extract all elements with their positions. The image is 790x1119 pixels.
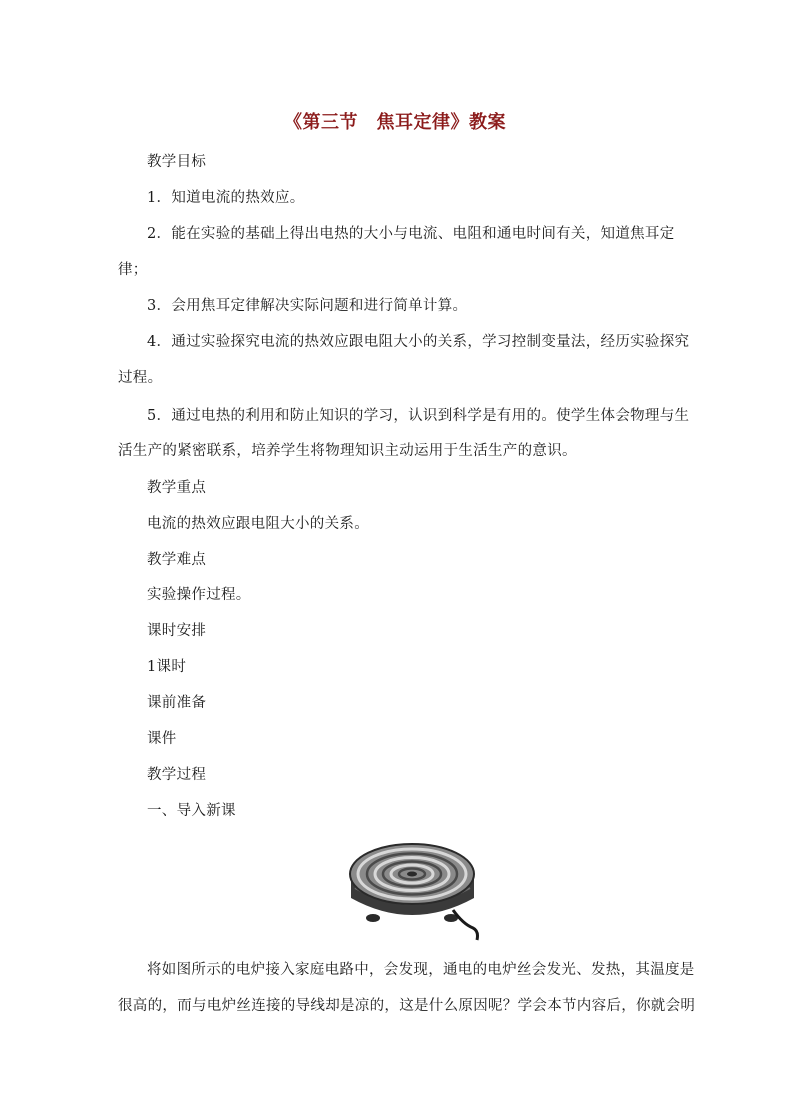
heading-key-points: 教学重点 bbox=[147, 480, 207, 496]
doc-title: 《第三节 焦耳定律》教案 bbox=[284, 112, 506, 133]
intro-paragraph-line-1: 将如图所示的电炉接入家庭电路中，会发现，通电的电炉丝会发光、发热，其温度是 bbox=[147, 962, 695, 978]
key-points-text: 电流的热效应跟电阻大小的关系。 bbox=[147, 516, 369, 532]
heading-difficulties: 教学难点 bbox=[147, 552, 207, 568]
objective-4-line-1: 4．通过实验探究电流的热效应跟电阻大小的关系，学习控制变量法，经历实验探究 bbox=[147, 334, 690, 350]
objective-1: 1．知道电流的热效应。 bbox=[147, 190, 305, 206]
intro-paragraph-line-2: 很高的，而与电炉丝连接的导线却是凉的，这是什么原因呢？学会本节内容后，你就会明 bbox=[118, 998, 696, 1014]
objective-2-line-2: 律； bbox=[118, 262, 148, 278]
preparation-text: 课件 bbox=[147, 731, 177, 747]
difficulties-text: 实验操作过程。 bbox=[147, 587, 251, 603]
objective-5-line-2: 活生产的紧密联系，培养学生将物理知识主动运用于生活生产的意识。 bbox=[118, 443, 577, 459]
heading-schedule: 课时安排 bbox=[147, 623, 207, 639]
objective-4-line-2: 过程。 bbox=[118, 370, 163, 386]
heading-process: 教学过程 bbox=[147, 767, 207, 783]
objective-5-line-1: 5．通过电热的利用和防止知识的学习，认识到科学是有用的。使学生体会物理与生 bbox=[147, 408, 690, 424]
objective-3: 3．会用焦耳定律解决实际问题和进行简单计算。 bbox=[147, 298, 468, 314]
schedule-text: 1课时 bbox=[147, 659, 187, 675]
heading-preparation: 课前准备 bbox=[147, 695, 207, 711]
section-intro-heading: 一、导入新课 bbox=[147, 803, 236, 819]
heading-objectives: 教学目标 bbox=[147, 154, 207, 170]
electric-stove-icon bbox=[345, 836, 480, 946]
objective-2-line-1: 2．能在实验的基础上得出电热的大小与电流、电阻和通电时间有关，知道焦耳定 bbox=[147, 226, 675, 242]
